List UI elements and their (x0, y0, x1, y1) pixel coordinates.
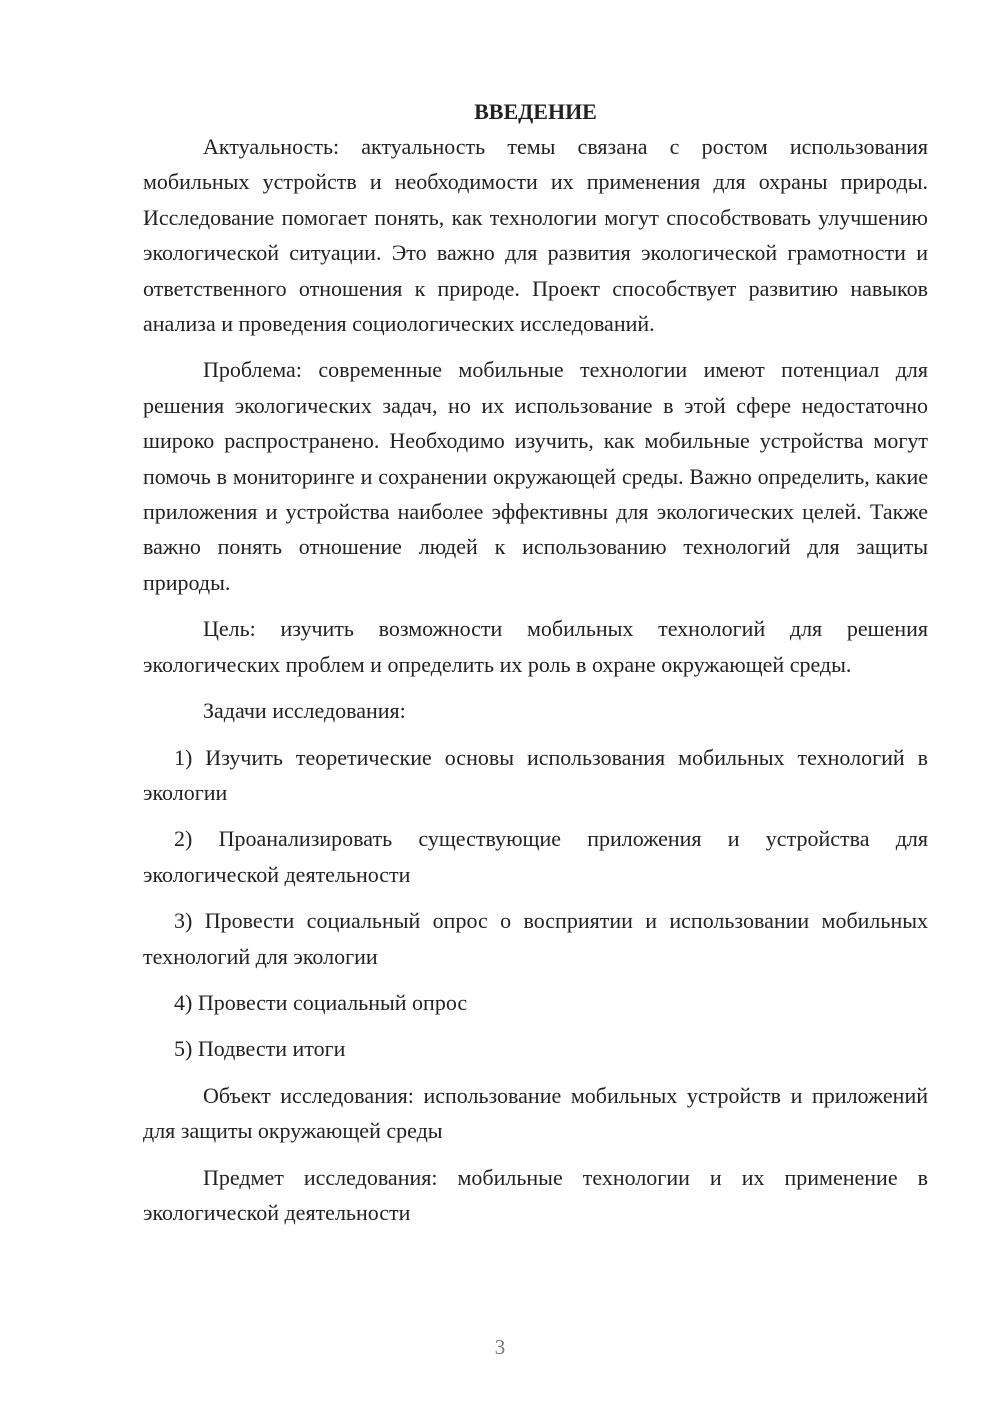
object-paragraph: Объект исследования: использование мобильных устройств и приложений для защиты окружающей среды (143, 1082, 928, 1144)
task-item: 2) Проанализировать существующие приложения и устройства для экологической деятельности (143, 826, 928, 887)
relevance-paragraph: Актуальность: актуальность темы связана с ростом использования мобильных устройств и необходимости их применения для охраны природы. Исследование помогает понять, как технологии могут способствовать улучшению экологической ситуации. Это важно для развития экологической грамотности и ответственного отношения к природе. Проект способствует развитию навыков анализа и проведения социологических исследований. (143, 134, 928, 337)
task-item: 5) Подвести итоги (174, 1036, 346, 1062)
task-item: 1) Изучить теоретические основы использования мобильных технологий в экологии (143, 744, 928, 805)
page-number: 3 (494, 1335, 506, 1359)
subject-paragraph: Предмет исследования: мобильные технологии и их применение в экологической деятельности (143, 1164, 928, 1225)
goal-paragraph: Цель: изучить возможности мобильных технологий для решения экологических проблем и определить их роль в охране окружающей среды. (143, 616, 928, 677)
page-title: ВВЕДЕНИЕ (474, 99, 597, 124)
task-item: 3) Провести социальный опрос о восприятии и использовании мобильных технологий для экологии (143, 908, 928, 969)
tasks-heading: Задачи исследования: (203, 698, 406, 724)
page-content (143, 94, 928, 1230)
task-item: 4) Провести социальный опрос (174, 989, 468, 1015)
problem-paragraph: Проблема: современные мобильные технологии имеют потенциал для решения экологических задач, но их использование в этой сфере недостаточно широко распространено. Необходимо изучить, как мобильные устройства могут помочь в мониторинге и сохранении окружающей среды. Важно определить, какие приложения и устройства наиболее эффективны для экологических целей. Также важно понять отношение людей к использованию технологий для защиты природы. (143, 357, 928, 595)
